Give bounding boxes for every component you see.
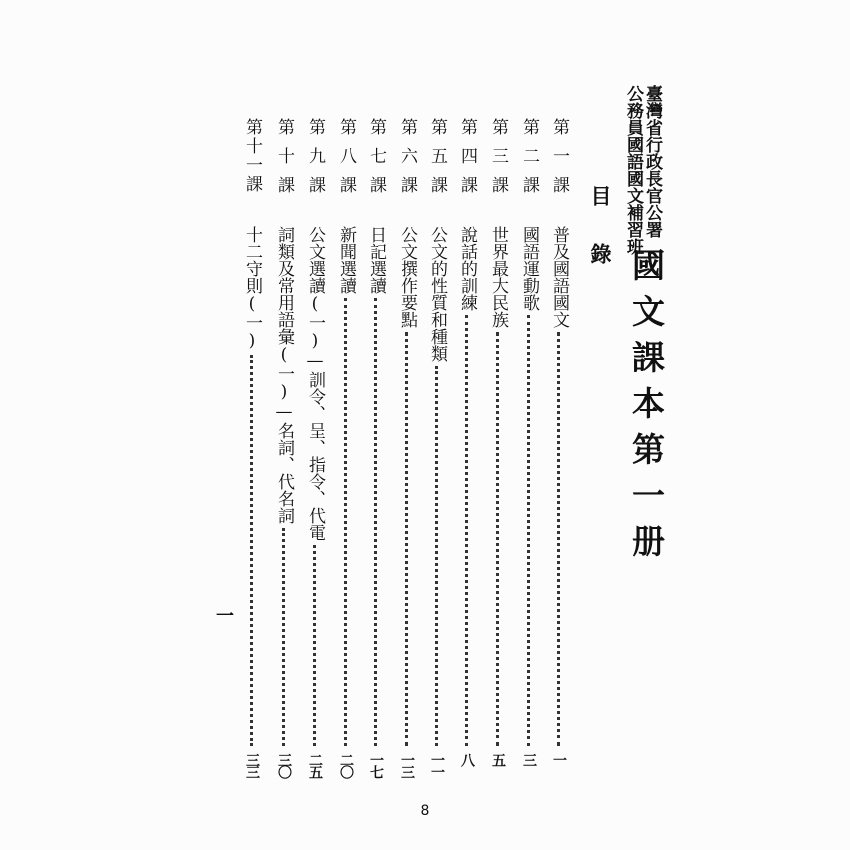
toc-title: 國語運動歌 (519, 226, 539, 311)
toc-entry (335, 118, 357, 788)
toc-page: 一 (551, 753, 567, 765)
toc-lesson: 第十課 (274, 118, 294, 205)
toc-entry (456, 118, 478, 788)
toc-leader (250, 355, 253, 746)
toc-entry (273, 118, 295, 788)
toc-entry (241, 118, 263, 788)
toc-lesson: 第七課 (366, 118, 386, 205)
toc-leader (282, 528, 285, 746)
toc-title: 公文選讀(一)—訓令、呈、指令、代電 (305, 226, 325, 541)
side-mark: 一 (213, 606, 234, 624)
header-org-line2: 公務員國語國文補習班 (623, 85, 643, 255)
toc-entry (365, 118, 387, 788)
toc-title: 日記選讀 (366, 226, 386, 294)
toc-entry (548, 118, 570, 788)
toc-page: 一七 (368, 753, 384, 777)
toc-entry (518, 118, 540, 788)
toc-title: 說話的訓練 (457, 226, 477, 311)
toc-page: 二〇 (338, 753, 354, 777)
toc-leader (405, 332, 408, 746)
toc-lesson: 第一課 (549, 118, 569, 205)
toc-title: 十二守則(一) (242, 226, 262, 351)
page-number: 8 (420, 803, 430, 819)
toc-page: 一三 (399, 753, 415, 777)
toc-lesson: 第三課 (488, 118, 508, 205)
toc-page: 五 (490, 753, 506, 765)
toc-title: 公文的性質和種類 (427, 226, 447, 362)
toc-entry (487, 118, 509, 788)
toc-page: 一一 (429, 753, 445, 777)
toc-lesson: 第六課 (397, 118, 417, 205)
toc-leader (435, 366, 438, 746)
toc-lesson: 第八課 (336, 118, 356, 205)
toc-lesson: 第四課 (457, 118, 477, 205)
toc-page: 八 (459, 753, 475, 765)
toc-leader (344, 298, 347, 746)
toc-heading: 目錄 (588, 185, 613, 301)
toc-lesson: 第九課 (305, 118, 325, 205)
toc-lesson: 第五課 (427, 118, 447, 205)
toc-leader (496, 332, 499, 746)
toc-title: 新聞選讀 (336, 226, 356, 294)
toc-title: 普及國語國文 (549, 226, 569, 328)
toc-entry (396, 118, 418, 788)
toc-leader (527, 315, 530, 746)
toc-leader (374, 298, 377, 746)
toc-title: 詞類及常用語彙(一)—名詞、代名詞 (274, 226, 294, 524)
toc-page: 三三 (244, 753, 260, 777)
book-title: 國文課本第一册 (627, 248, 666, 570)
toc-page: 三〇 (276, 753, 292, 777)
toc-entry (304, 118, 326, 788)
toc-leader (557, 332, 560, 746)
toc-lesson: 第二課 (519, 118, 539, 205)
header-org-line1: 臺灣省行政長官公署 (642, 85, 662, 238)
toc-entry (426, 118, 448, 788)
toc-title: 世界最大民族 (488, 226, 508, 328)
toc-leader (465, 315, 468, 746)
toc-lesson: 第十一課 (242, 118, 262, 194)
toc-leader (313, 545, 316, 746)
toc-page: 二五 (307, 753, 323, 777)
toc-page: 三 (521, 753, 537, 765)
toc-title: 公文撰作要點 (397, 226, 417, 328)
